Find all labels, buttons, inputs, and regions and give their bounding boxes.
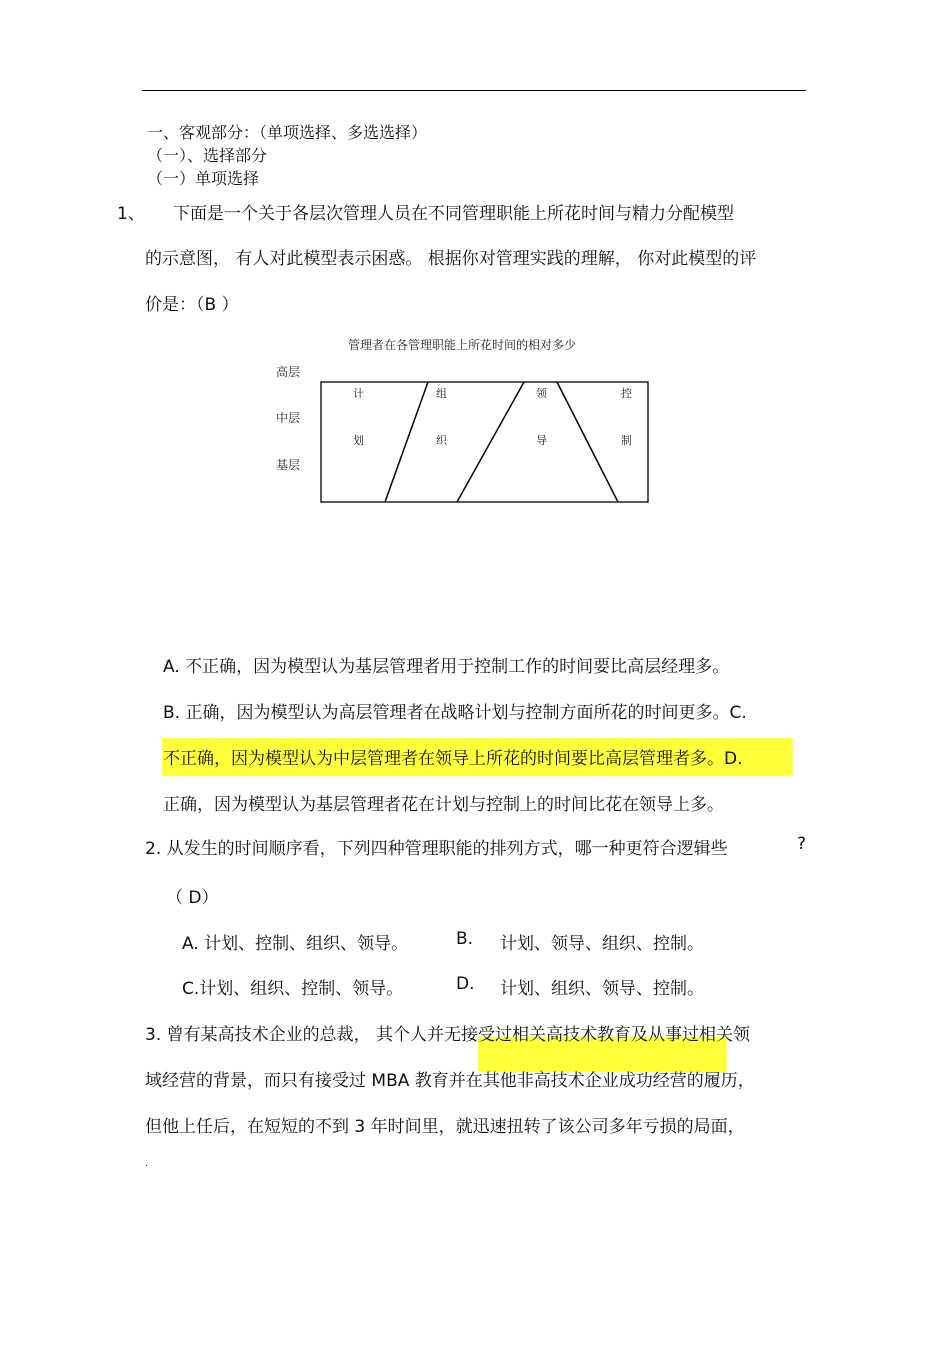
level-label-base: 基层 (276, 458, 301, 472)
q2-option-b: 计划、领导、组织、控制。 (500, 934, 704, 954)
q1-line2: 的示意图， 有人对此模型表示困惑。 根据你对管理实践的理解， 你对此模型的评 (145, 249, 757, 269)
q3-line3: 但他上任后，在短短的不到 3 年时间里，就迅速扭转了该公司多年亏损的局面， (145, 1117, 745, 1137)
subsection-title: （一）、选择部分 (147, 146, 268, 165)
level-label-high: 高层 (276, 365, 301, 379)
divider-organize-lead (457, 382, 524, 502)
q2-question-mark: ? (797, 834, 807, 854)
function-organize-top: 组 (436, 387, 447, 400)
function-lead-top: 领 (536, 387, 547, 400)
level-label-middle: 中层 (276, 411, 301, 425)
function-organize-bottom: 织 (436, 434, 447, 447)
q3-line2: 域经营的背景，而只有接受过 MBA 教育并在其他非高技术企业成功经营的履历， (145, 1071, 755, 1091)
q2-option-c: C.计划、组织、控制、领导。 (182, 979, 404, 999)
function-control-bottom: 制 (621, 434, 632, 447)
q1-option-d: 正确，因为模型认为基层管理者花在计划与控制上的时间比花在领导上多。 (163, 795, 724, 815)
divider-plan-organize (385, 382, 428, 502)
q1-line1: 下面是一个关于各层次管理人员在不同管理职能上所花时间与精力分配模型 (173, 204, 734, 224)
q1-number: 1、 (117, 204, 145, 224)
section-title: 一、客观部分：（单项选择、多选选择） (147, 123, 428, 142)
subsection-title-2: （一）单项选择 (147, 169, 260, 188)
q1-option-c: 不正确，因为模型认为中层管理者在领导上所花的时间要比高层管理者多。D. (163, 749, 743, 769)
q1-option-b: B. 正确，因为模型认为高层管理者在战略计划与控制方面所花的时间更多。C. (163, 703, 747, 723)
function-plan-top: 计 (353, 387, 364, 400)
diagram-frame (321, 382, 648, 502)
q2-option-a: A. 计划、控制、组织、领导。 (182, 934, 409, 954)
q2-stem: 2. 从发生的时间顺序看，下列四种管理职能的排列方式，哪一种更符合逻辑些 (145, 839, 728, 859)
q2-option-d: 计划、组织、领导、控制。 (500, 979, 704, 999)
q2-option-b-label: B. (456, 929, 474, 949)
q2-answer: （ D） (166, 888, 219, 908)
diagram-title: 管理者在各管理职能上所花时间的相对多少 (348, 338, 577, 352)
function-plan-bottom: 划 (353, 434, 364, 447)
function-control-top: 控 (621, 387, 632, 400)
q1-line3: 价是：（B ） (145, 295, 239, 315)
q1-option-a: A. 不正确，因为模型认为基层管理者用于控制工作的时间要比高层经理多。 (163, 657, 730, 677)
q3-line1: 3. 曾有某高技术企业的总裁， 其个人并无接受过相关高技术教育及从事过相关领 (145, 1025, 751, 1045)
divider-lead-control (557, 382, 618, 502)
page-footer-dot: . (145, 1158, 149, 1169)
q2-option-d-label: D. (456, 974, 475, 994)
function-lead-bottom: 导 (536, 434, 547, 447)
